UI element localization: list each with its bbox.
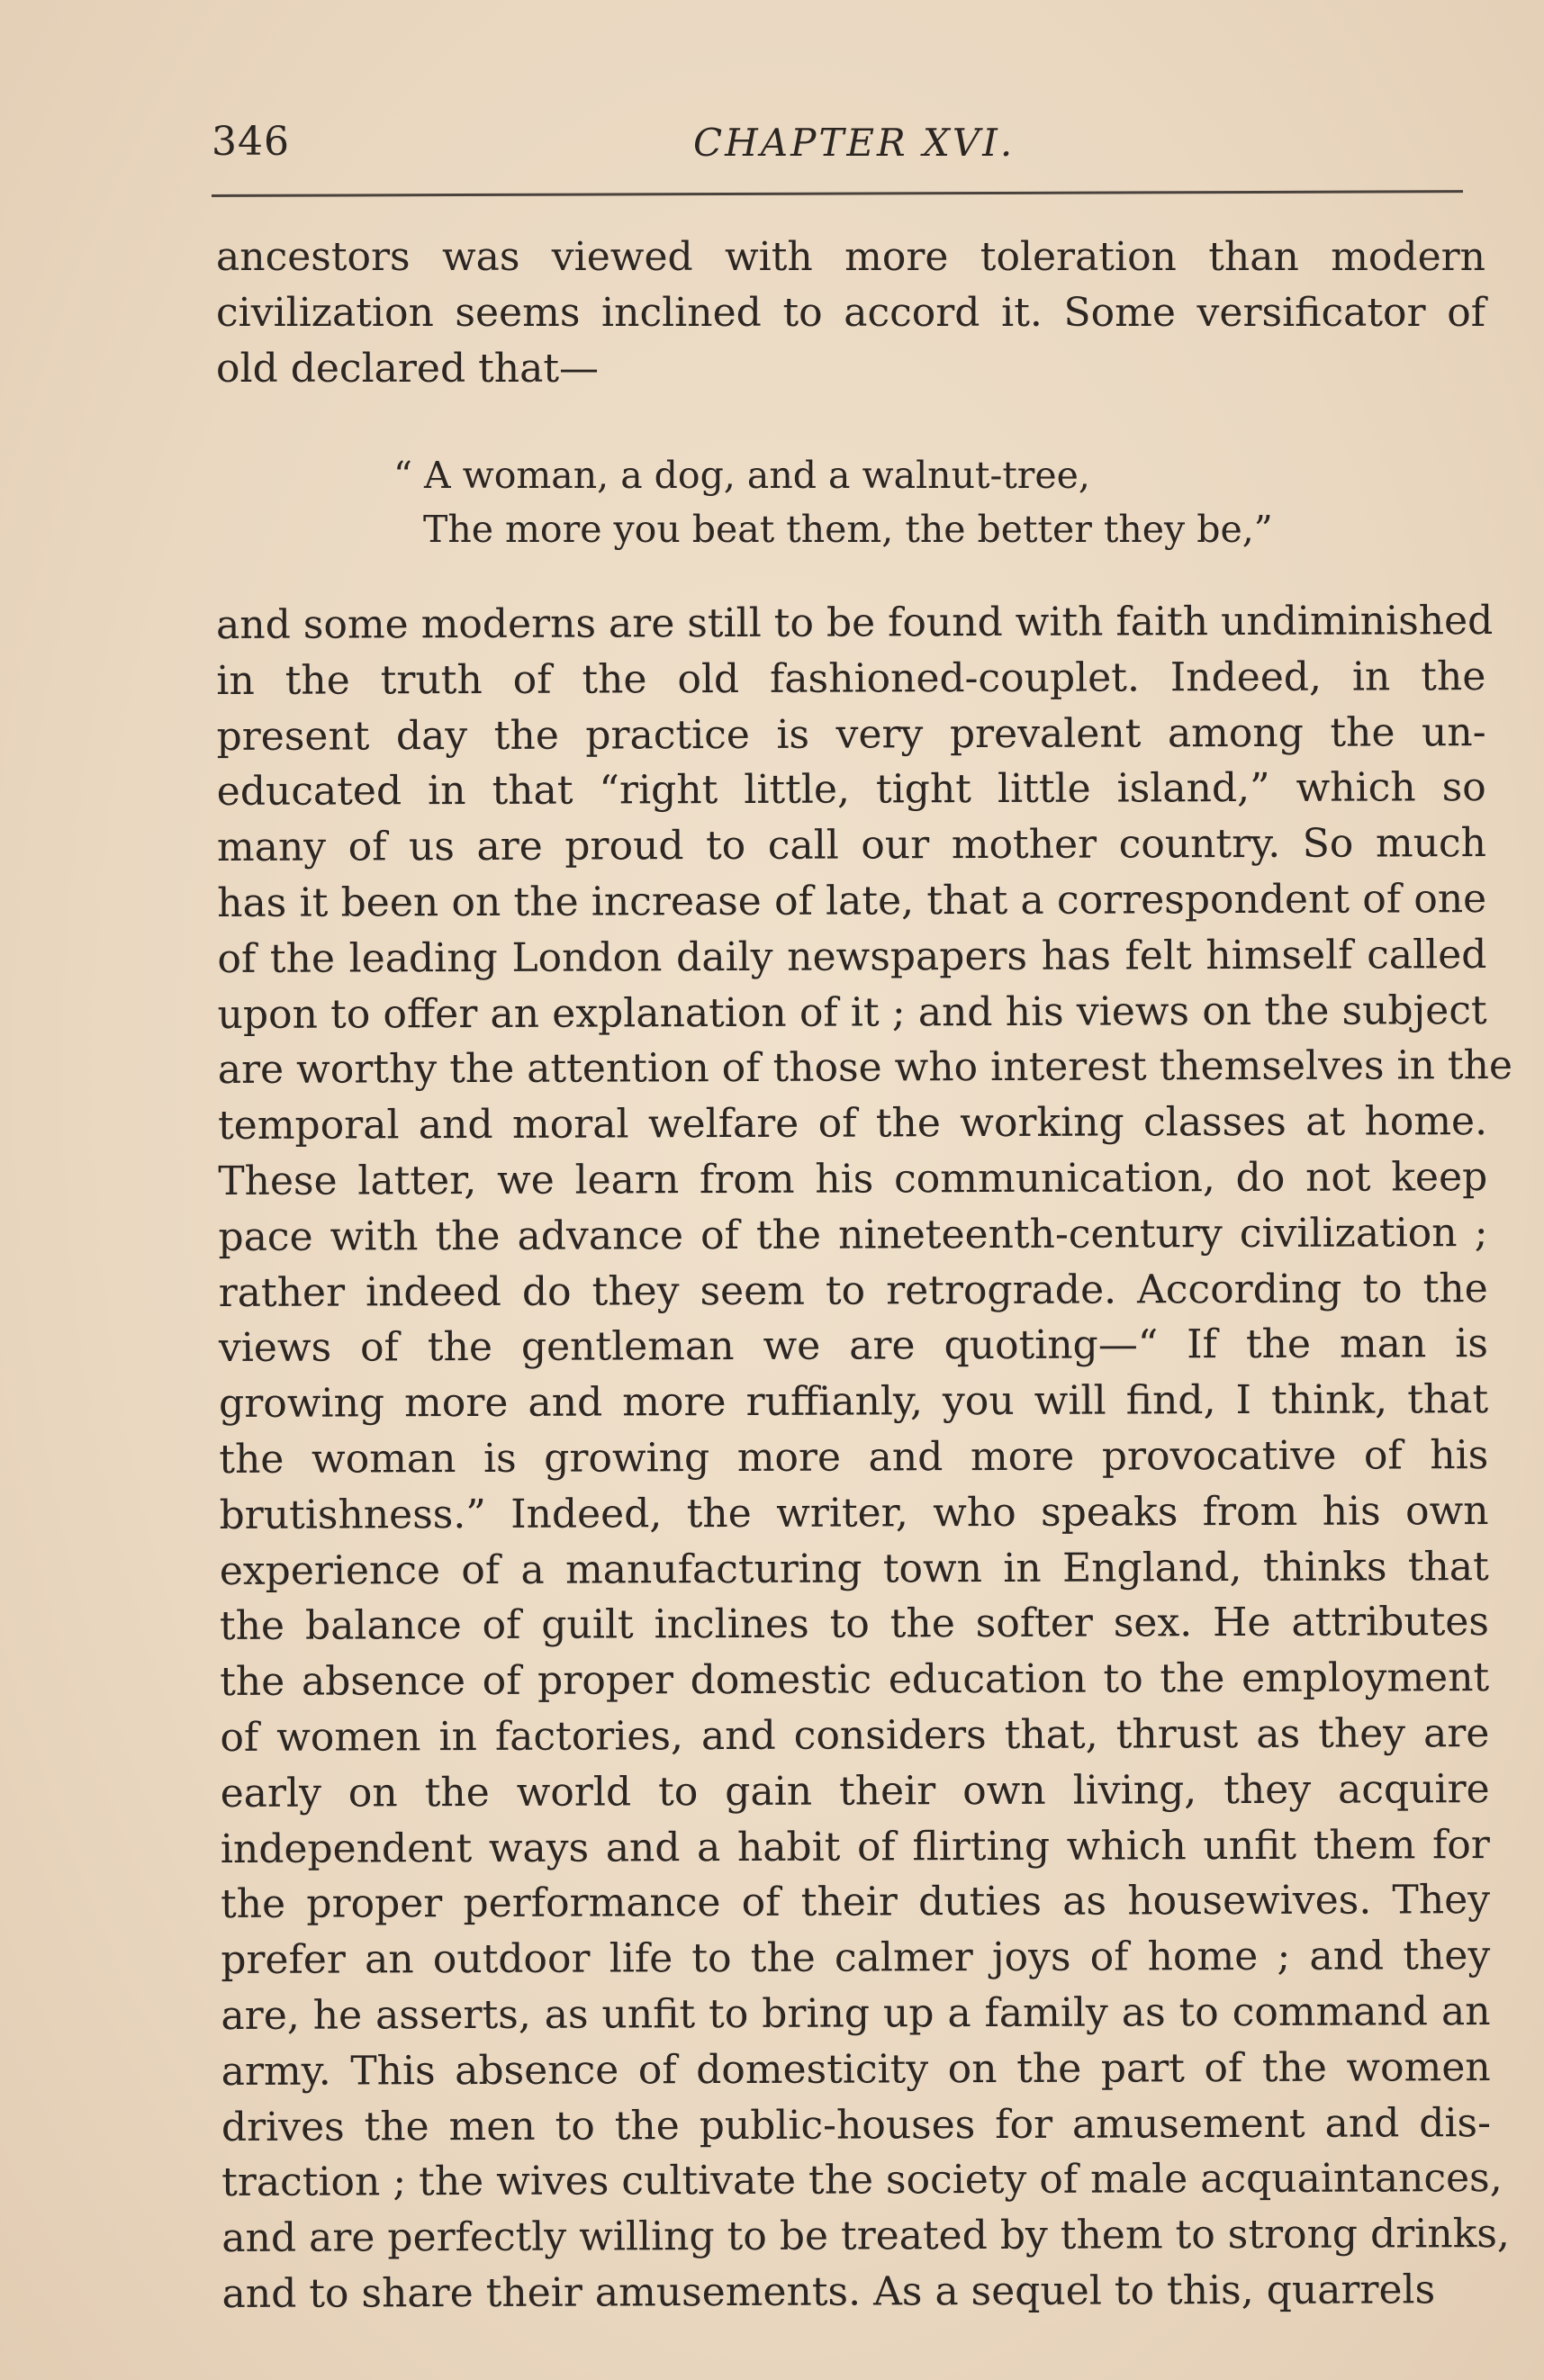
text-line: ancestors was viewed with more toleration than modern: [216, 234, 1485, 280]
text-line: temporal and moral welfare of the working classes at home.: [217, 1098, 1488, 1149]
text-line: the proper performance of their duties as housewives. They: [220, 1877, 1491, 1928]
text-line: old declared that—: [216, 345, 600, 392]
text-line: These latter, we learn from his communication, do not keep: [218, 1154, 1488, 1204]
text-line: many of us are proud to call our mother country. So much: [216, 820, 1487, 871]
text-line: growing more and more ruffianly, you will find, I think, that: [219, 1376, 1489, 1428]
text-line: army. This absence of domesticity on the part of the women: [221, 2043, 1491, 2095]
text-line: prefer an outdoor life to the calmer joys of home ; and they: [221, 1933, 1491, 1984]
text-line: the balance of guilt inclines to the softer sex. He attributes: [219, 1599, 1490, 1650]
text-line: early on the world to gain their own living, they acquire: [220, 1765, 1490, 1817]
text-line: the absence of proper domestic education to the employment: [220, 1654, 1490, 1706]
continuation-paragraph: [216, 593, 1513, 2322]
text-line: views of the gentleman we are quoting—“ If the man is: [218, 1321, 1488, 1372]
text-line: and are perfectly willing to be treated by them to strong drinks,: [221, 2211, 1510, 2262]
text-line: upon to offer an explanation of it ; and his views on the subject: [217, 987, 1487, 1038]
text-line: pace with the advance of the nineteenth-century civilization ;: [218, 1209, 1488, 1260]
text-line: of women in factories, and considers that, thrust as they are: [220, 1710, 1490, 1761]
text-line: traction ; the wives cultivate the society of male acquaintances,: [221, 2155, 1503, 2206]
text-line: of the leading London daily newspapers has felt himself called: [217, 931, 1487, 982]
text-line: in the truth of the old fashioned-couplet. Indeed, in the: [216, 653, 1486, 704]
text-line: are worthy the attention of those who interest themselves in the: [217, 1042, 1513, 1094]
header-rule: [212, 190, 1463, 197]
text-line: drives the men to the public-houses for amusement and dis-: [221, 2099, 1492, 2150]
page-number: 346: [212, 119, 290, 165]
text-line: brutishness.” Indeed, the writer, who speaks from his own: [219, 1487, 1489, 1538]
text-line: rather indeed do they seem to retrograde. According to the: [218, 1265, 1488, 1316]
text-line: and some moderns are still to be found with faith undiminished: [216, 598, 1494, 648]
text-line: independent ways and a habit of flirting which unfit them for: [220, 1821, 1490, 1872]
verse-line: “ A woman, a dog, and a walnut-tree,: [393, 454, 1090, 497]
text-line: has it been on the increase of late, that a correspondent of one: [217, 876, 1487, 926]
page-header: [212, 119, 1472, 182]
text-line: and to share their amusements. As a sequel to this, quarrels: [221, 2267, 1436, 2317]
text-line: are, he asserts, as unfit to bring up a family as to command an: [221, 1988, 1491, 2039]
verse-line: The more you beat them, the better they be,”: [423, 508, 1273, 551]
text-line: present day the practice is very prevalent among the un-: [216, 708, 1486, 760]
text-line: civilization seems inclined to accord it. Some versificator of: [216, 289, 1485, 336]
text-line: educated in that “right little, tight little island,” which so: [216, 764, 1486, 816]
chapter-title: CHAPTER XVI.: [693, 121, 1016, 165]
quoted-couplet: [393, 448, 1294, 556]
text-line: experience of a manufacturing town in England, thinks that: [219, 1543, 1489, 1594]
text-line: the woman is growing more and more provocative of his: [219, 1432, 1489, 1483]
opening-paragraph: [216, 230, 1485, 397]
